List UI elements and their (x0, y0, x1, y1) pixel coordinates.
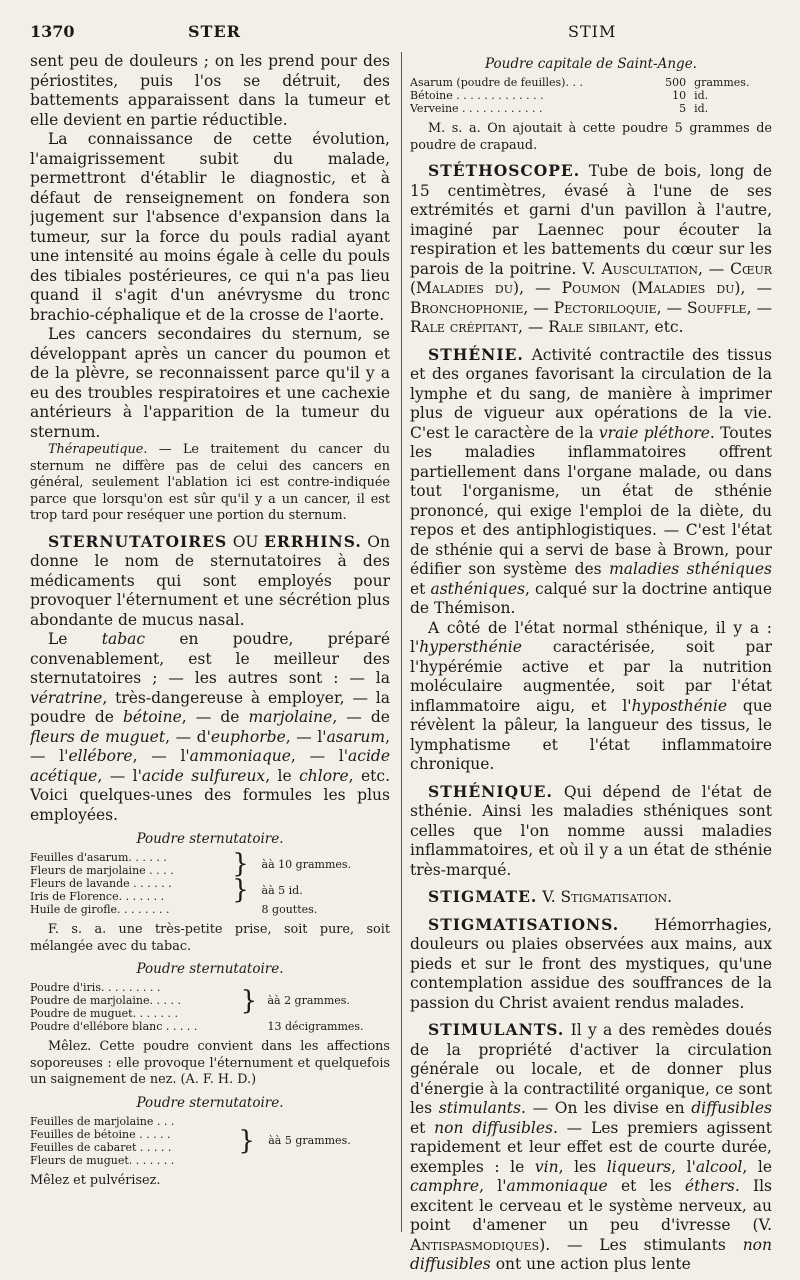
entry-term-sternutatoires: STERNUTATOIRES (48, 531, 228, 551)
text-run: . Toutes les maladies inflammatoires offrent partiellement dans l'organe malade, ou dans tout l'organisme, un état de sthénie prononcé, qui exige l'emploi de la diète, du repos et des antiphlogistiques. — C'est l'état de sthénie qui a servi de base à Brown, pour édifier son système des (410, 423, 772, 578)
formula-item: Feuilles de marjolaine . . . (30, 1114, 175, 1128)
entry-text: Tube de bois, long de 15 centimètres, évasé à l'une de ses extrémités et garni d'un pavillon à l'autre, imaginé par Laennec pour écouter la respiration et les battements du cœur sur les parois de la poitrine. V. (410, 162, 772, 278)
entry-term-stethoscope: STÉTHOSCOPE. (428, 161, 581, 180)
formula-note-text: Mêlez. Cette poudre convient dans les affections soporeuses : elle provoque l'éternument et quelquefois un saignement de nez. (30, 1039, 390, 1087)
italic-term: vraie pléthore (598, 423, 710, 442)
right-running-title: STIM (568, 22, 617, 41)
text-run: , — de (181, 708, 249, 726)
paragraph-tabac (30, 630, 390, 825)
formula-item: Feuilles de cabaret . . . . . (30, 1140, 172, 1154)
formula-table-4 (410, 76, 772, 115)
formula-note-4: M. s. a. On ajoutait à cette poudre 5 grammes de poudre de crapaud. (410, 121, 772, 153)
formula-quantity: 13 décigrammes. (267, 1020, 364, 1033)
italic-term: vératrine (30, 688, 103, 707)
formula-item: Fleurs de marjolaine . . . . (30, 864, 174, 877)
italic-term: éthers (684, 1177, 735, 1195)
formula-unit: id. (694, 102, 709, 115)
text-run: en poudre, préparé convenablement, est le meilleur des sternutatoires ; — les autres sont : — la (30, 630, 390, 687)
formula-table-3 (30, 1115, 390, 1167)
text-run: , le (265, 766, 300, 785)
entry-sthenique (410, 782, 772, 881)
entry-stethoscope (410, 161, 772, 338)
text-run: . — On les divise en (520, 1099, 692, 1117)
formula-item: Poudre de marjolaine. . . . . (30, 994, 181, 1007)
italic-term: hypersthénie (419, 638, 522, 656)
left-column (30, 52, 390, 1272)
italic-term: stimulants (438, 1099, 521, 1117)
entry-term-stigmatisations: STIGMATISATIONS. (428, 914, 620, 934)
text-run: , — l' (132, 747, 190, 765)
italic-term: marjolaine (248, 708, 333, 726)
italic-term: alcool (695, 1157, 743, 1176)
text-run: , l' (671, 1157, 696, 1176)
column-divider (401, 52, 402, 1232)
formula-quantity: àà 5 grammes. (268, 1134, 351, 1147)
formula-note-1: F. s. a. une très-petite prise, soit pure, soit mélangée avec du tabac. (30, 922, 390, 954)
formula-title: Poudre sternutatoire. (136, 961, 284, 977)
formula-quantity: 500 (665, 76, 687, 89)
formula-quantity: àà 10 grammes. (261, 857, 352, 871)
text-run: , très-dangereuse à employer, — la poudre de (30, 688, 390, 726)
paragraph-secondary-cancers: Les cancers secondaires du sternum, se développant après un cancer du poumon et de la plèvre, se reconnaissent parce qu'il y a eu des troubles respiratoires et une cachexie antérieurs à l'apparition de la tumeur du sternum. (30, 325, 390, 441)
formula-unit: id. (694, 89, 709, 102)
brace-glyph: } (240, 985, 258, 1016)
formula-note-3: Mêlez et pulvérisez. (30, 1172, 161, 1188)
formula-item: Verveine . . . . . . . . . . . . (410, 102, 543, 115)
text-run: Le (48, 630, 102, 648)
therapeutique-text: — Le traitement du cancer du sternum ne diffère pas de celui des cancers en général, seulement l'ablation ici est contre-indiquée parce que lorsqu'on est sûr qu'il y a un cancer, il est trop tard pour reséquer une portion du sternum. (30, 442, 390, 523)
italic-term: ammoniaque (506, 1177, 608, 1195)
text-run: . Ils excitent le cerveau et le système nerveux, au point d'amener un peu d'ivresse (V. (410, 1177, 772, 1234)
entry-term-errhins: ERRHINS. (264, 531, 362, 551)
italic-term: euphorbe (210, 727, 286, 746)
text-run: et (410, 579, 431, 598)
formula-title: Poudre sternutatoire. (136, 831, 284, 847)
text-run: ). — Les stimulants (539, 1235, 743, 1254)
brace-glyph: } (232, 849, 249, 879)
italic-term: maladies sthéniques (609, 560, 772, 578)
text-run: , — de (332, 708, 390, 726)
italic-term: acide sulfureux (141, 766, 266, 785)
formula-item: Poudre d'iris. . . . . . . . . (30, 981, 161, 994)
right-column (410, 52, 772, 1272)
italic-term: tabac (101, 630, 146, 648)
italic-term: fleurs de muguet (30, 727, 166, 746)
formula-quantity: 10 (672, 89, 687, 102)
formula-item: Poudre de muguet. . . . . . . (30, 1007, 179, 1020)
page-header (0, 22, 800, 48)
entry-stimulants (410, 1020, 772, 1272)
formula-item: Iris de Florence. . . . . . . (30, 890, 165, 903)
text-run: , l' (479, 1177, 507, 1195)
formula-item: Bétoine . . . . . . . . . . . . . (410, 89, 544, 102)
left-running-title: STER (188, 22, 241, 41)
paragraph-therapeutique (30, 442, 390, 525)
formula-title: Poudre capitale de Saint-Ange. (485, 56, 697, 72)
formula-table-1 (30, 851, 390, 916)
text-run: , le (742, 1157, 772, 1176)
italic-term: non diffusibles (434, 1118, 553, 1137)
formula-item: Fleurs de muguet. . . . . . . (30, 1153, 175, 1167)
italic-term: chlore (299, 766, 349, 785)
formula-unit: grammes. (694, 76, 750, 89)
entry-term-sthenique: STHÉNIQUE. (428, 781, 553, 801)
text-run: , les (558, 1157, 607, 1176)
italic-term: diffusibles (691, 1099, 772, 1117)
italic-term: liqueurs (606, 1157, 672, 1176)
formula-quantity: àà 5 id. (261, 883, 303, 897)
italic-term: ammoniaque (189, 747, 291, 765)
text-run: que révèlent la pâleur, la langueur des tissus, le lymphatisme et l'état inflammatoire chronique. (410, 696, 772, 773)
text-run: Il y a des remèdes doués de la propriété d'activer la circulation générale ou locale, et de donner plus d'énergie à la contractilité organique, ce sont les (410, 1021, 772, 1117)
italic-term: asthéniques (430, 579, 526, 598)
entry-text: Qui dépend de l'état de sthénie. Ainsi les maladies sthéniques sont celles que l'on nomme aussi maladies inflammatoires, et où il y a un état de sthénie très-marqué. (410, 782, 772, 879)
formula-item: Feuilles d'asarum. . . . . . (30, 851, 167, 864)
text-run: . — Les premiers agissent rapidement et leur effet est de courte durée, exemples : le (410, 1118, 772, 1176)
italic-term: hyposthénie (631, 696, 728, 715)
formula-item: Feuilles de bétoine . . . . . (30, 1127, 171, 1141)
italic-term: bétoine (122, 708, 182, 726)
entry-term-stigmate: STIGMATE. (428, 887, 538, 906)
cross-reference: Antispasmodiques (410, 1235, 540, 1254)
text-run: , — d' (165, 727, 211, 746)
formula-author: (A. F. H. D.) (180, 1072, 257, 1087)
text-run: , — l' (290, 747, 349, 765)
formula-quantity: 5 (679, 102, 687, 115)
formula-item: Huile de girofle. . . . . . . . (30, 903, 170, 916)
entry-stigmatisations (410, 915, 772, 1014)
italic-term: non diffusibles (410, 1235, 772, 1272)
italic-term: vin (534, 1157, 559, 1176)
brace-glyph: } (238, 1125, 255, 1156)
text-run: , — l' (97, 766, 142, 785)
entry-text: , etc. (644, 318, 684, 336)
text-run: , etc. Voici quelques-unes des formules les plus employées. (30, 766, 390, 824)
formula-note-2 (30, 1039, 390, 1089)
text-run: Activité contractile des tissus et des organes favorisant la circulation de la lymphe et du sang, de manière à imprimer plus de vigueur aux opérations de la vie. C'est le caractère de la (410, 345, 772, 442)
text-run: ont une action plus lente (490, 1255, 691, 1272)
italic-term: camphre (410, 1177, 480, 1195)
text-run: , calqué sur la doctrine antique de Thémison. (410, 579, 772, 617)
entry-text: V. Stigmatisation. (537, 888, 673, 906)
text-run: caractérisée, soit par l'hypérémie active et par la nutrition moléculaire augmentée, soit par l'état inflammatoire aigu, et l' (410, 638, 772, 715)
italic-term: ellébore (68, 747, 133, 765)
italic-term: asarum (326, 727, 386, 746)
text-run: et les (607, 1177, 685, 1195)
entry-text-sternutatoires: On donne le nom de sternutatoires à des médicaments qui sont employés pour provoquer l'éternument et une sécrétion plus abondante de mucus nasal. (30, 532, 390, 629)
formula-item: Poudre d'ellébore blanc . . . . . (30, 1020, 198, 1033)
paragraph-continued: sent peu de douleurs ; on les prend pour des périostites, puis l'os se détruit, des battements apparaissent dans la tumeur et elle devient en partie réductible. (30, 52, 390, 129)
paragraph-diagnostic: La connaissance de cette évolution, l'amaigrissement subit du malade, permettront d'établir le diagnostic, et à défaut de renseignement on fondera son jugement sur l'absence d'expansion dans la tumeur, sur la force du pouls radial ayant une intensité au moins égale à celle du pouls des tibiales postérieures, ce qui n'a pas lieu quand il s'agit d'un anévrysme du tronc brachio-céphalique et de la crosse de l'aorte. (30, 130, 390, 324)
text-run: A côté de l'état normal sthénique, il y a : l' (410, 618, 772, 656)
formula-table-2 (30, 981, 390, 1033)
entry-term-ou: OU (227, 532, 265, 551)
text-run: , — l' (285, 727, 327, 746)
brace-glyph: } (232, 875, 249, 905)
text-run: , — l' (30, 727, 390, 765)
entry-term-stimulants: STIMULANTS. (428, 1020, 565, 1039)
page-number: 1370 (30, 22, 75, 41)
therapeutique-label: Thérapeutique. (48, 442, 148, 457)
formula-title: Poudre sternutatoire. (136, 1094, 284, 1111)
cross-references: Auscultation, — Cœur (Maladies du), — Poumon (Maladies du), — Bronchophonie, — Pectoriloquie, — Souffle, — Rale crépitant, — Rale sibilant (410, 259, 772, 336)
formula-quantity: àà 2 grammes. (267, 994, 350, 1007)
formula-item: Asarum (poudre de feuilles). . . (410, 76, 583, 89)
entry-sternutatoires (30, 532, 390, 631)
entry-text: Hémorrhagies, douleurs ou plaies observées aux mains, aux pieds et sur le front des mystiques, qu'une contemplation assidue des souffrances de la passion du Christ avaient rendus malades. (410, 915, 772, 1012)
italic-term: acide acétique (30, 747, 390, 785)
text-run: et (410, 1118, 435, 1137)
entry-stigmate (410, 887, 772, 908)
entry-term-sthenie: STHÉNIE. (428, 344, 524, 364)
entry-sthenie (410, 345, 772, 619)
formula-quantity: 8 gouttes. (261, 903, 318, 916)
formula-item: Fleurs de lavande . . . . . . (30, 877, 172, 890)
paragraph-etat-normal (410, 619, 772, 775)
